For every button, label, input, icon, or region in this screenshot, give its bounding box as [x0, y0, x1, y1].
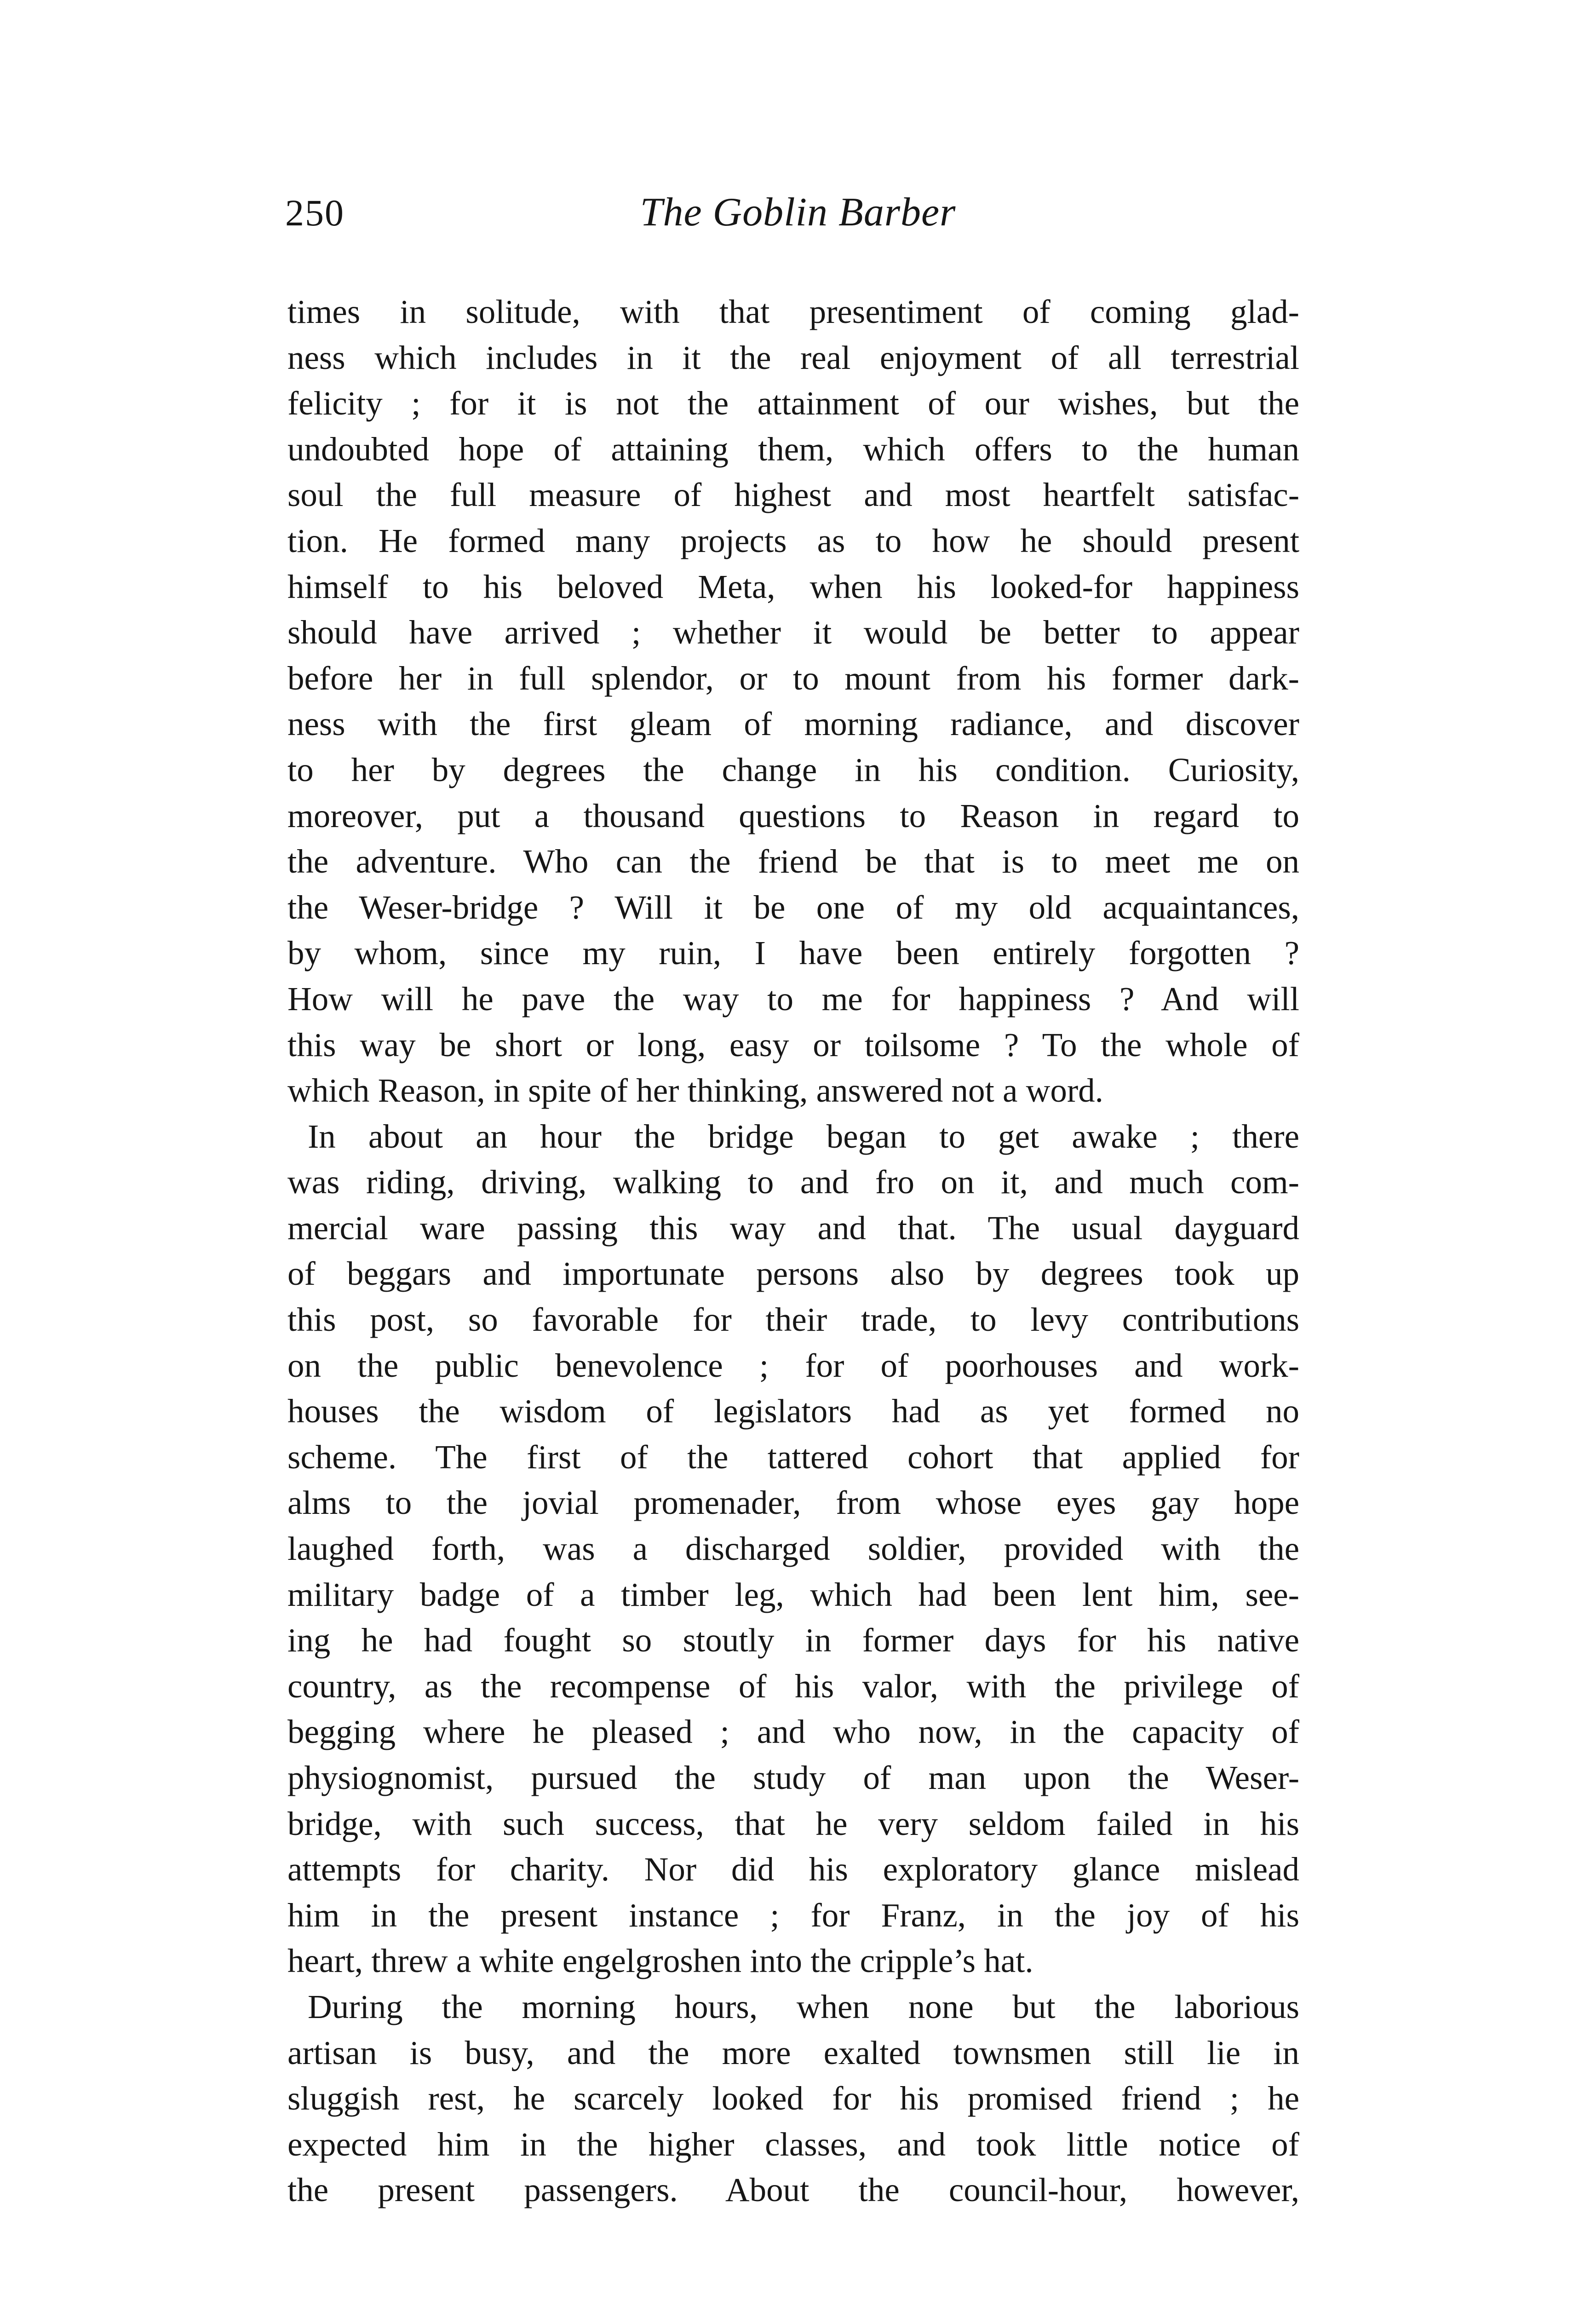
paragraph-end-line: which Reason, in spite of her thinking, answered not a word.: [287, 1072, 1103, 1110]
text-line: this way be short or long, easy or toilsome ? To the whole of: [287, 1026, 1299, 1064]
text-line: ness with the first gleam of morning radiance, and discover: [287, 705, 1299, 743]
text-line: mercial ware passing this way and that. The usual dayguard: [287, 1209, 1299, 1247]
text-line: felicity ; for it is not the attainment of our wishes, but the: [287, 385, 1299, 422]
running-title: The Goblin Barber: [640, 190, 956, 235]
paragraph-start-line: During the morning hours, when none but the laborious: [308, 1988, 1299, 2025]
paragraph-end-line: heart, threw a white engelgroshen into the cripple’s hat.: [287, 1942, 1033, 1980]
text-line: of beggars and importunate persons also by degrees took up: [287, 1255, 1299, 1293]
text-line: to her by degrees the change in his condition. Curiosity,: [287, 751, 1299, 788]
text-line: times in solitude, with that presentiment of coming glad-: [287, 293, 1299, 330]
text-line: physiognomist, pursued the study of man upon the Weser-: [287, 1759, 1299, 1796]
body-text: [287, 289, 1299, 2213]
text-line: begging where he pleased ; and who now, in the capacity of: [287, 1713, 1299, 1751]
text-line: alms to the jovial promenader, from whose eyes gay hope: [287, 1484, 1299, 1522]
text-line: himself to his beloved Meta, when his looked-for happiness: [287, 568, 1299, 605]
paragraph-start-line: In about an hour the bridge began to get awake ; there: [308, 1117, 1299, 1155]
text-line: the Weser-bridge ? Will it be one of my old acquaintances,: [287, 888, 1299, 926]
text-line: expected him in the higher classes, and took little notice of: [287, 2125, 1299, 2163]
text-line: on the public benevolence ; for of poorhouses and work-: [287, 1346, 1299, 1384]
text-line: this post, so favorable for their trade, to levy contributions: [287, 1301, 1299, 1339]
page-number: 250: [285, 192, 344, 234]
text-line: before her in full splendor, or to mount from his former dark-: [287, 659, 1299, 697]
text-line: him in the present instance ; for Franz, in the joy of his: [287, 1896, 1299, 1934]
text-line: sluggish rest, he scarcely looked for his promised friend ; he: [287, 2080, 1299, 2117]
text-line: bridge, with such success, that he very seldom failed in his: [287, 1805, 1299, 1842]
text-line: undoubted hope of attaining them, which offers to the human: [287, 430, 1299, 468]
text-line: ing he had fought so stoutly in former days for his native: [287, 1622, 1299, 1659]
text-line: How will he pave the way to me for happiness ? And will: [287, 980, 1299, 1018]
text-line: scheme. The first of the tattered cohort that applied for: [287, 1438, 1299, 1476]
text-line: the adventure. Who can the friend be that is to meet me on: [287, 843, 1299, 880]
text-line: houses the wisdom of legislators had as yet formed no: [287, 1392, 1299, 1430]
text-line: moreover, put a thousand questions to Reason in regard to: [287, 797, 1299, 834]
text-line: ness which includes in it the real enjoyment of all terrestrial: [287, 339, 1299, 376]
text-line: was riding, driving, walking to and fro on it, and much com-: [287, 1163, 1299, 1201]
text-line: laughed forth, was a discharged soldier, provided with the: [287, 1530, 1299, 1568]
text-line: artisan is busy, and the more exalted townsmen still lie in: [287, 2034, 1299, 2071]
text-line: the present passengers. About the council-hour, however,: [287, 2171, 1299, 2209]
text-line: tion. He formed many projects as to how he should present: [287, 522, 1299, 559]
text-line: should have arrived ; whether it would be better to appear: [287, 614, 1299, 651]
text-line: country, as the recompense of his valor, with the privilege of: [287, 1667, 1299, 1705]
page-header: [285, 184, 1311, 248]
text-line: military badge of a timber leg, which had been lent him, see-: [287, 1576, 1299, 1613]
text-line: attempts for charity. Nor did his exploratory glance mislead: [287, 1851, 1299, 1888]
text-line: soul the full measure of highest and most heartfelt satisfac-: [287, 476, 1299, 514]
text-line: by whom, since my ruin, I have been entirely forgotten ?: [287, 934, 1299, 972]
